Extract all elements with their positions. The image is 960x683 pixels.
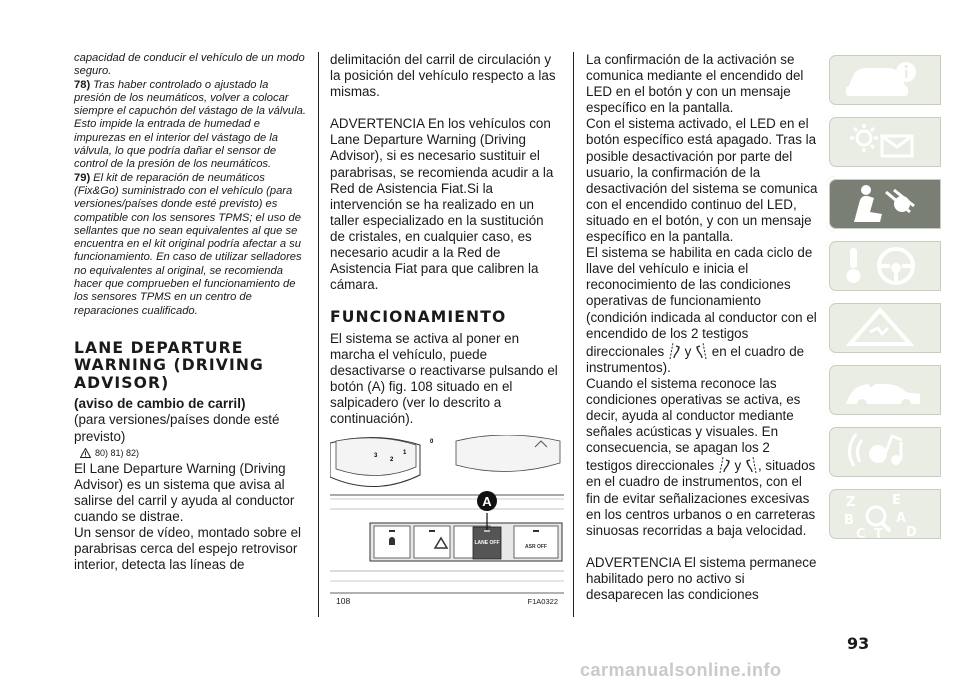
emergency-icon xyxy=(840,306,930,350)
note-continuation: capacidad de conducir el vehículo de un modo seguro. xyxy=(74,52,305,78)
index-letter: C xyxy=(856,527,866,540)
body-paragraph-3 xyxy=(586,245,818,376)
paragraph-text: El sistema se habilita en cada ciclo de llave del vehículo e inicia el reconocimiento de las condiciones operativas de funcionamiento (condición indicada al conductor con el encendido de los 2 testigos direccionales xyxy=(586,245,817,359)
body-paragraph-1: delimitación del carril de circulación y la posición del vehículo respecto a las mismas. xyxy=(330,52,556,100)
tab-index[interactable] xyxy=(826,486,944,542)
note-78-number: 78) xyxy=(74,78,91,91)
watermark: carmanualsonline.info xyxy=(580,660,782,680)
index-icon xyxy=(840,492,930,540)
paragraph-text: y xyxy=(734,458,742,474)
notes-block xyxy=(74,52,306,318)
column-divider xyxy=(573,52,574,617)
note-78-text: Tras haber controlado o ajustado la presión de los neumáticos, volver a colocar siempre el capuchón del vástago de la válvula. Esto impide la entrada de humedad e impurezas en el interior del vástago de la válvula, lo que podría dañar el sensor de control de la presión de los neumáticos. xyxy=(74,78,306,171)
paragraph-text: en el cuadro de instrumentos). xyxy=(586,343,805,375)
tab-emergency[interactable] xyxy=(826,300,944,356)
tab-car-info[interactable] xyxy=(826,52,944,108)
warning-references xyxy=(80,448,306,458)
column-3 xyxy=(586,52,818,603)
figure-code: F1A0322 xyxy=(527,597,558,607)
lane-right-warning-icon xyxy=(745,456,758,474)
callout-a-label: A xyxy=(482,494,492,510)
body-paragraph-4 xyxy=(586,376,818,539)
figure-108 xyxy=(330,435,564,608)
body-paragraph-2: Con el sistema activado, el LED en el botón específico está apagado. Tras la posible desactivación por parte del usuario, la confirmación de la desactivación del sistema se comunica con el encendido continuo del LED, situado en el botón, y con un mensaje específico en la pantalla. xyxy=(586,116,818,245)
column-1 xyxy=(74,52,306,573)
warning-triangle-icon xyxy=(80,448,91,458)
index-letter: D xyxy=(906,525,917,540)
starting-driving-icon xyxy=(840,244,930,288)
body-paragraph-1: El Lane Departure Warning (Driving Advisor) es un sistema que avisa al salirse del carril y ayuda al conductor cuando se distrae. xyxy=(74,460,295,524)
index-letter: Z xyxy=(846,495,856,510)
lane-off-button-label: LANE OFF xyxy=(474,540,500,547)
note-79 xyxy=(74,172,306,318)
dial-number: 2 xyxy=(390,457,394,464)
safety-seat-icon xyxy=(840,182,930,226)
lane-right-warning-icon xyxy=(695,342,708,360)
note-79-text: El kit de reparación de neumáticos (Fix&Go) suministrado con el vehículo (para versiones/países donde esté previsto) es compatible con los sensores TPMS; el uso de sellantes que no sean equivalentes al que se encuentra en el kit original podría afectar a su funcionamiento. En caso de utilizar selladores no equivalentes al original, se recomienda hacer que comprueben el funcionamiento de los sensores TPMS en un centro de reparaciones cualificado. xyxy=(74,171,302,317)
references-text: 80) 81) 82) xyxy=(95,447,140,458)
multimedia-icon xyxy=(840,430,930,474)
dial-number: 0 xyxy=(430,439,434,446)
maintenance-icon xyxy=(840,368,930,412)
paragraph-text: Cuando el sistema reconoce las condiciones operativas se activa, es decir, ayuda al conductor mediante señales acústicas y visuales. En consecuencia, se apagan los 2 testigos direccionales xyxy=(586,375,801,474)
section-heading: FUNCIONAMIENTO xyxy=(330,308,507,327)
car-info-icon xyxy=(840,58,930,102)
warning-paragraph: ADVERTENCIA En los vehículos con Lane Departure Warning (Driving Advisor), si es necesario sustituir el parabrisas, se recomienda acudir a la Red de Asistencia Fiat.Si la intervención se ha realizado en un taller especializado en la sustitución de cristales, en cualquier caso, es necesario acudir a la Red de Asistencia Fiat para que calibren la cámara. xyxy=(330,116,554,293)
figure-number: 108 xyxy=(336,596,351,607)
chapter-sidebar xyxy=(826,52,946,548)
index-letter: B xyxy=(844,513,854,528)
warning-paragraph: ADVERTENCIA El sistema permanece habilitado pero no activo si desaparecen las condiciones xyxy=(586,554,817,602)
column-2 xyxy=(330,52,562,608)
page-number: 93 xyxy=(847,634,870,653)
tab-starting-driving[interactable] xyxy=(826,238,944,294)
body-paragraph-1: La confirmación de la activación se comunica mediante el encendido del LED en el botón y con un mensaje específico en la pantalla. xyxy=(586,52,804,116)
dial-number: 1 xyxy=(403,450,407,457)
paragraph-text: , situados en el cuadro de instrumentos, con el fin de evitar señalizaciones excesivas en los centros urbanos o en carreteras sinuosas recorridas a baja velocidad. xyxy=(586,458,816,538)
index-letter: T xyxy=(874,527,883,540)
section-subheading: (aviso de cambio de carril) xyxy=(74,396,246,412)
body-paragraph-2: El sistema se activa al poner en marcha el vehículo, puede desactivarse o reactivarse pulsando el botón (A) fig. 108 situado en el salpicadero (ver lo descrito a continuación). xyxy=(330,330,558,427)
note-78 xyxy=(74,79,306,172)
note-79-number: 79) xyxy=(74,171,91,184)
warning-lights-icon xyxy=(840,120,930,164)
dashboard-illustration xyxy=(330,435,564,608)
tab-warning-lights[interactable] xyxy=(826,114,944,170)
lane-left-warning-icon xyxy=(718,456,731,474)
asr-off-button-label: ASR OFF xyxy=(525,544,547,551)
column-divider xyxy=(318,52,319,617)
dial-number: 3 xyxy=(374,453,378,460)
tab-multimedia[interactable] xyxy=(826,424,944,480)
section-heading: LANE DEPARTURE WARNING (DRIVING ADVISOR) xyxy=(74,338,264,392)
tab-maintenance[interactable] xyxy=(826,362,944,418)
body-paragraph-2: Un sensor de vídeo, montado sobre el parabrisas cerca del espejo retrovisor interior, detecta las líneas de xyxy=(74,525,302,573)
index-letter: A xyxy=(896,511,907,526)
index-letter: E xyxy=(892,493,901,508)
versions-note: (para versiones/países donde esté previsto) xyxy=(74,412,280,444)
paragraph-text: y xyxy=(684,343,692,359)
tab-safety[interactable] xyxy=(826,176,944,232)
lane-left-warning-icon xyxy=(668,342,681,360)
